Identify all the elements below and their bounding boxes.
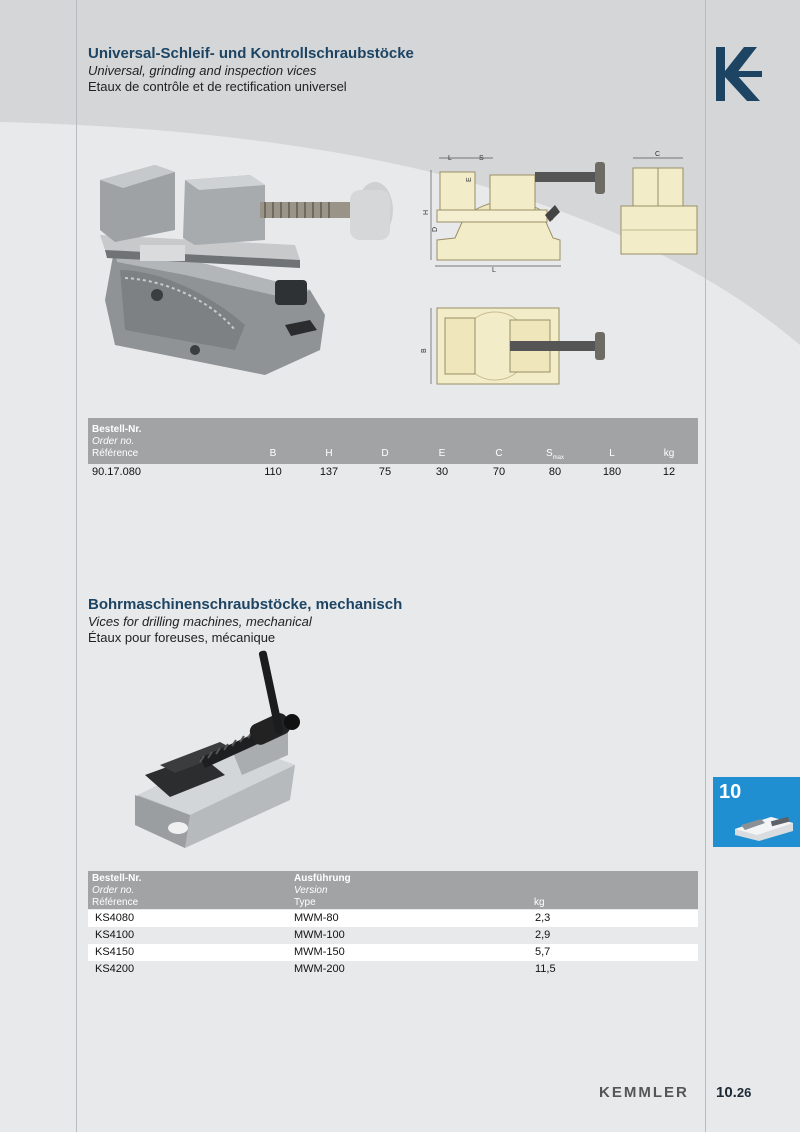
dim-label-l-top: L bbox=[448, 155, 452, 162]
cell-e: 30 bbox=[435, 466, 449, 478]
dim-label-d: D bbox=[432, 226, 439, 232]
row-ref: KS4080 bbox=[95, 912, 135, 924]
table1-header bbox=[88, 418, 698, 464]
cell-kg: 12 bbox=[662, 466, 676, 478]
row-ref: KS4150 bbox=[95, 946, 135, 958]
section1-title-fr: Etaux de contrôle et de rectification universel bbox=[88, 79, 347, 94]
dim-label-b: B bbox=[421, 348, 428, 353]
right-margin-rule bbox=[705, 0, 706, 1132]
row-type: MWM-100 bbox=[294, 929, 345, 941]
row-type: MWM-150 bbox=[294, 946, 345, 958]
row-kg: 11,5 bbox=[535, 963, 556, 975]
cell-b: 110 bbox=[264, 466, 282, 478]
section2-title-fr: Étaux pour foreuses, mécanique bbox=[88, 630, 276, 645]
table-row bbox=[88, 944, 698, 961]
row-ref: KS4100 bbox=[95, 929, 135, 941]
table1-row bbox=[88, 466, 698, 480]
chapter-number: 10 bbox=[719, 781, 742, 803]
row-kg: 5,7 bbox=[535, 946, 551, 958]
top-view-drawing bbox=[421, 300, 615, 390]
table-row bbox=[88, 910, 698, 927]
table2-header-kg: kg bbox=[534, 897, 545, 908]
table2-header-version-fr: Type bbox=[294, 897, 316, 908]
col-s-letter: S bbox=[545, 448, 553, 459]
section1-title-en: Universal, grinding and inspection vices bbox=[88, 63, 317, 78]
page-number bbox=[716, 1084, 751, 1101]
kemmler-logo bbox=[716, 47, 762, 101]
col-c: C bbox=[495, 448, 503, 459]
col-d: D bbox=[381, 448, 389, 459]
table-row bbox=[88, 961, 698, 978]
row-type: MWM-80 bbox=[294, 912, 339, 924]
left-margin-rule bbox=[76, 0, 77, 1132]
col-s bbox=[535, 448, 575, 464]
end-view-drawing bbox=[615, 150, 700, 260]
row-kg: 2,3 bbox=[535, 912, 551, 924]
drill-vice-photo bbox=[130, 650, 310, 850]
cell-d: 75 bbox=[378, 466, 392, 478]
row-type: MWM-200 bbox=[294, 963, 345, 975]
table1-header-fr: Référence bbox=[92, 448, 139, 459]
universal-vice-photo bbox=[95, 150, 330, 385]
chapter-vice-thumbnail-icon bbox=[731, 809, 797, 843]
table2-header-ref-en: Order no. bbox=[92, 885, 135, 896]
row-ref: KS4200 bbox=[95, 963, 135, 975]
col-l: L bbox=[609, 448, 615, 459]
side-view-drawing bbox=[425, 150, 610, 275]
dim-label-l-bottom: L bbox=[492, 267, 496, 274]
dim-label-e: E bbox=[466, 177, 473, 182]
cell-c: 70 bbox=[492, 466, 506, 478]
table2-header-ref-de: Bestell-Nr. bbox=[92, 873, 142, 884]
cell-h: 137 bbox=[319, 466, 339, 478]
cell-s: 80 bbox=[548, 466, 562, 478]
table2-header-ref-fr: Référence bbox=[92, 897, 139, 908]
table2-header-version-en: Version bbox=[294, 885, 328, 896]
footer-brand: KEMMLER bbox=[599, 1084, 689, 1101]
col-b: B bbox=[269, 448, 277, 459]
col-kg: kg bbox=[663, 448, 675, 459]
col-h: H bbox=[325, 448, 333, 459]
dim-label-s: S bbox=[479, 155, 484, 162]
section2-title-de: Bohrmaschinenschraubstöcke, mechanisch bbox=[88, 596, 403, 613]
section1-title-de: Universal-Schleif- und Kontrollschraubstöcke bbox=[88, 45, 414, 62]
cell-l: 180 bbox=[602, 466, 622, 478]
table2-header-version-de: Ausführung bbox=[294, 873, 351, 884]
table2-header bbox=[88, 871, 698, 909]
dim-label-c: C bbox=[655, 151, 661, 158]
section2-title-en: Vices for drilling machines, mechanical bbox=[88, 614, 312, 629]
page-number-major: 10. bbox=[716, 1084, 737, 1101]
col-s-subscript: max bbox=[552, 455, 564, 461]
col-e: E bbox=[438, 448, 446, 459]
dim-label-h: H bbox=[423, 209, 430, 215]
chapter-tab[interactable] bbox=[713, 777, 800, 847]
table-row bbox=[88, 927, 698, 944]
page-number-minor: 26 bbox=[736, 1085, 752, 1100]
table1-header-en: Order no. bbox=[92, 436, 135, 447]
table1-row-ref: 90.17.080 bbox=[92, 466, 141, 478]
table1-header-de: Bestell-Nr. bbox=[92, 424, 142, 435]
row-kg: 2,9 bbox=[535, 929, 551, 941]
